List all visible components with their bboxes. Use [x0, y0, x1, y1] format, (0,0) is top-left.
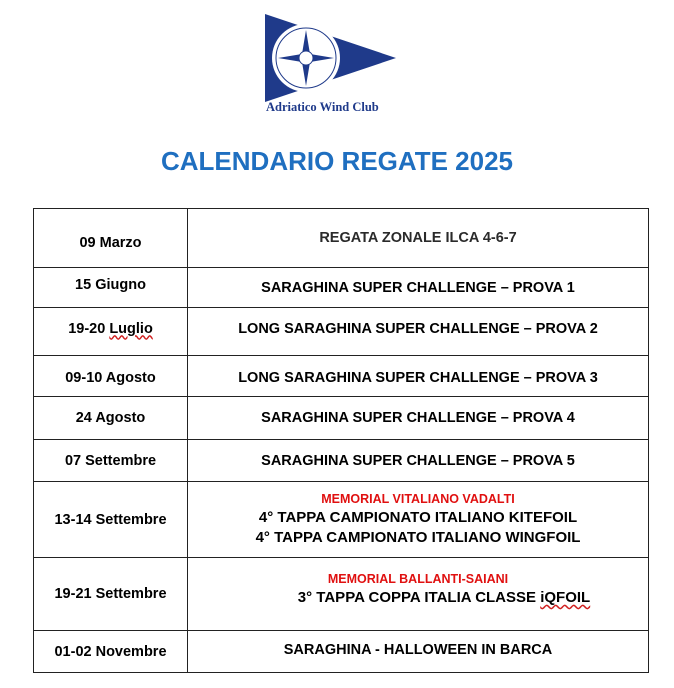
table-row [34, 356, 649, 397]
table-row [34, 482, 649, 558]
table-row [34, 631, 649, 673]
event-cell: LONG SARAGHINA SUPER CHALLENGE – PROVA 3 [188, 356, 649, 397]
table-row [34, 558, 649, 631]
event-cell [188, 558, 649, 631]
date-cell [34, 308, 188, 356]
table-row [34, 440, 649, 482]
date-cell: 09 Marzo [34, 209, 188, 268]
event-cell: REGATA ZONALE ILCA 4-6-7 [188, 209, 649, 268]
table-row [34, 397, 649, 440]
date-part-flagged: Luglio [109, 320, 153, 337]
event-line [188, 588, 648, 608]
date-cell: 09-10 Agosto [34, 356, 188, 397]
club-name: Adriatico Wind Club [266, 100, 379, 114]
event-cell: SARAGHINA SUPER CHALLENGE – PROVA 5 [188, 440, 649, 482]
table-row [34, 308, 649, 356]
date-cell: 01-02 Novembre [34, 631, 188, 673]
event-cell: SARAGHINA SUPER CHALLENGE – PROVA 1 [188, 268, 649, 308]
memorial-label: MEMORIAL VITALIANO VADALTI [321, 491, 515, 506]
date-cell: 13-14 Settembre [34, 482, 188, 558]
event-cell: SARAGHINA - HALLOWEEN IN BARCA [188, 631, 649, 673]
date-cell: 07 Settembre [34, 440, 188, 482]
event-line-part: 3° TAPPA COPPA ITALIA CLASSE [297, 589, 541, 606]
date-cell: 15 Giugno [34, 268, 188, 308]
date-cell: 19-21 Settembre [34, 558, 188, 631]
event-line: 4° TAPPA CAMPIONATO ITALIANO WINGFOIL [255, 528, 581, 546]
memorial-label: MEMORIAL BALLANTI-SAIANI [327, 572, 509, 586]
burgee-flag-icon [262, 12, 402, 104]
date-cell: 24 Agosto [34, 397, 188, 440]
page-title: CALENDARIO REGATE 2025 [160, 146, 514, 176]
event-line-flagged: iQFOIL [540, 589, 591, 606]
event-line: 4° TAPPA CAMPIONATO ITALIANO KITEFOIL [258, 508, 578, 526]
event-cell: SARAGHINA SUPER CHALLENGE – PROVA 4 [188, 397, 649, 440]
event-cell [188, 482, 649, 558]
event-cell: LONG SARAGHINA SUPER CHALLENGE – PROVA 2 [188, 308, 649, 356]
table-row [34, 268, 649, 308]
regatta-table [33, 208, 649, 673]
table-row [34, 209, 649, 268]
date-part: 19-20 [68, 320, 110, 337]
